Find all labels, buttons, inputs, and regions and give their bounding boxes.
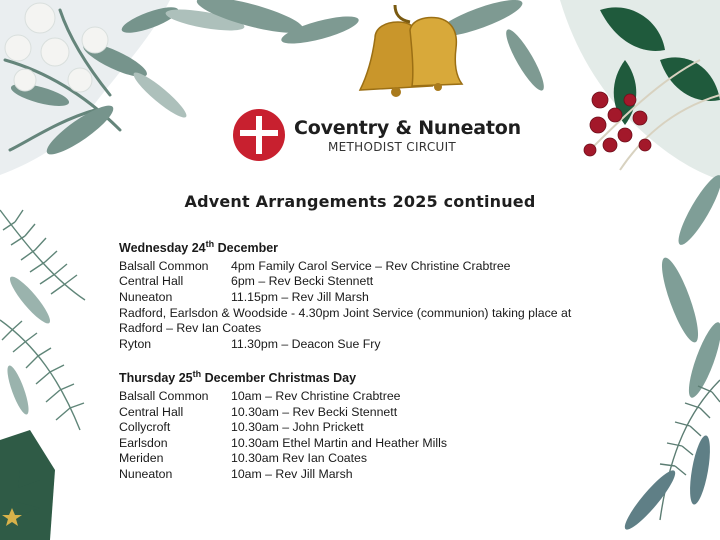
service-row bbox=[119, 259, 609, 275]
right-foliage bbox=[619, 171, 720, 534]
church-name: Collycroft bbox=[119, 420, 171, 435]
wednesday-title-suffix: th bbox=[205, 239, 215, 249]
church-name: Earlsdon bbox=[119, 435, 168, 450]
church-name: Balsall Common bbox=[119, 258, 209, 273]
joint-service-line: Radford, Earlsdon & Woodside - 4.30pm Joint Service (communion) taking place at Radford – Rev Ian Coates bbox=[119, 305, 572, 336]
service-row bbox=[119, 337, 609, 353]
service-row bbox=[119, 405, 609, 421]
bottom-left-pine bbox=[0, 430, 55, 540]
service-detail: 10am – Rev Jill Marsh bbox=[231, 467, 353, 482]
service-row bbox=[119, 436, 609, 452]
service-detail: 4pm Family Carol Service – Rev Christine Crabtree bbox=[231, 258, 511, 273]
top-left-foliage bbox=[0, 0, 246, 175]
red-berries-icon bbox=[584, 92, 651, 156]
wednesday-title-date: Wednesday 24 bbox=[119, 241, 206, 256]
service-row bbox=[119, 467, 609, 483]
church-name: Ryton bbox=[119, 336, 152, 351]
thursday-title bbox=[119, 367, 609, 387]
wednesday-title bbox=[119, 237, 609, 257]
church-name: Balsall Common bbox=[119, 389, 209, 404]
church-name: Central Hall bbox=[119, 274, 184, 289]
service-schedule bbox=[119, 237, 609, 483]
top-right-holly bbox=[560, 0, 720, 180]
service-detail: 11.30pm – Deacon Sue Fry bbox=[231, 336, 381, 351]
service-detail: 10.30am – Rev Becki Stennett bbox=[231, 404, 398, 419]
wednesday-title-month: December bbox=[214, 241, 279, 256]
top-center-leaves bbox=[194, 0, 549, 94]
thursday-title-date: Thursday 25 bbox=[119, 371, 193, 386]
church-name: Nuneaton bbox=[119, 289, 173, 304]
left-pine-branches bbox=[0, 210, 85, 430]
service-row bbox=[119, 290, 609, 306]
service-row bbox=[119, 389, 609, 405]
service-detail: 11.15pm – Rev Jill Marsh bbox=[231, 289, 369, 304]
page-title: Advent Arrangements 2025 continued bbox=[184, 192, 536, 211]
logo-title: Coventry & Nuneaton bbox=[294, 116, 521, 139]
service-detail: 10.30am Ethel Martin and Heather Mills bbox=[231, 435, 447, 450]
service-row bbox=[119, 420, 609, 436]
church-name: Nuneaton bbox=[119, 467, 173, 482]
thursday-title-month: December Christmas Day bbox=[201, 371, 357, 386]
golden-bells-icon bbox=[360, 5, 462, 97]
service-row bbox=[119, 274, 609, 290]
church-name: Central Hall bbox=[119, 404, 184, 419]
service-detail: 10.30am – John Prickett bbox=[231, 420, 364, 435]
church-name: Meriden bbox=[119, 451, 164, 466]
star-icon bbox=[2, 508, 22, 526]
service-detail: 10am – Rev Christine Crabtree bbox=[231, 389, 401, 404]
circuit-logo bbox=[232, 108, 521, 162]
methodist-cross-icon bbox=[232, 108, 286, 162]
service-row bbox=[119, 451, 609, 467]
thursday-title-suffix: th bbox=[192, 369, 202, 380]
service-detail: 10.30am Rev Ian Coates bbox=[231, 451, 368, 466]
logo-subtitle: METHODIST CIRCUIT bbox=[328, 139, 457, 154]
service-detail: 6pm – Rev Becki Stennett bbox=[231, 274, 374, 289]
